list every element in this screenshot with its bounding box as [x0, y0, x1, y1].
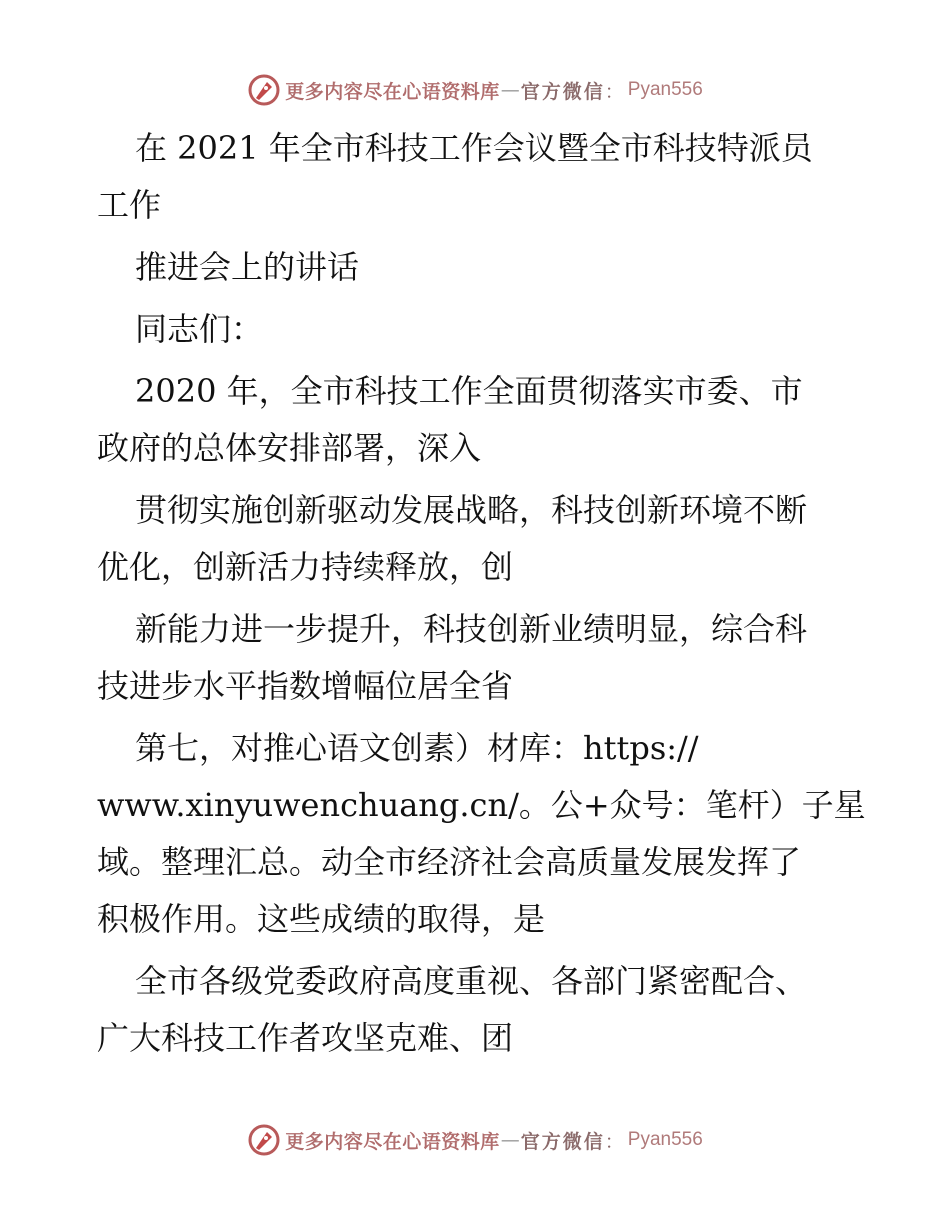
paragraph-line: 全市各级党委政府高度重视、各部门紧密配合、: [135, 962, 808, 1000]
salutation: 同志们：: [135, 310, 264, 348]
title-line-2: 工作: [97, 186, 162, 224]
title-line-1: 在 2021 年全市科技工作会议暨全市科技特派员: [135, 129, 813, 167]
pen-nib-circle-icon: [247, 1123, 281, 1157]
watermark-wechat-id: Pyan556: [627, 1129, 703, 1150]
paragraph-line: 政府的总体安排部署，深入: [97, 429, 482, 467]
title-line-3: 推进会上的讲话: [135, 248, 360, 286]
paragraph-line: 积极作用。这些成绩的取得，是: [97, 900, 546, 938]
paragraph-line: 贯彻实施创新驱动发展战略，科技创新环境不断: [135, 491, 808, 529]
paragraph-line: www.xinyuwenchuang.cn/。公+众号：笔杆）子星: [97, 786, 866, 824]
header-watermark: [0, 70, 950, 110]
paragraph-line: 2020 年，全市科技工作全面贯彻落实市委、市: [135, 372, 803, 410]
paragraph-line: 广大科技工作者攻坚克难、团: [97, 1019, 514, 1057]
pen-nib-circle-icon: [247, 73, 281, 107]
watermark-wechat-label: 官方微信: [520, 1130, 605, 1153]
watermark-colon: ：: [604, 80, 624, 103]
watermark-wechat-id: Pyan556: [627, 79, 703, 100]
paragraph-line: 优化，创新活力持续释放，创: [97, 548, 514, 586]
paragraph-line: 第七，对推心语文创素）材库：https://: [135, 729, 699, 767]
watermark-separator: —: [500, 79, 520, 101]
watermark-text: 更多内容尽在心语资料库: [285, 1130, 500, 1153]
paragraph-line: 技进步水平指数增幅位居全省: [97, 667, 514, 705]
footer-watermark: [0, 1120, 950, 1160]
watermark-wechat-label: 官方微信: [520, 80, 605, 103]
watermark-colon: ：: [604, 1130, 624, 1153]
watermark-text: 更多内容尽在心语资料库: [285, 80, 500, 103]
document-body: [97, 120, 866, 1067]
watermark-separator: —: [500, 1129, 520, 1151]
paragraph-line: 域。整理汇总。动全市经济社会高质量发展发挥了: [97, 843, 802, 881]
paragraph-line: 新能力进一步提升，科技创新业绩明显，综合科: [135, 610, 808, 648]
